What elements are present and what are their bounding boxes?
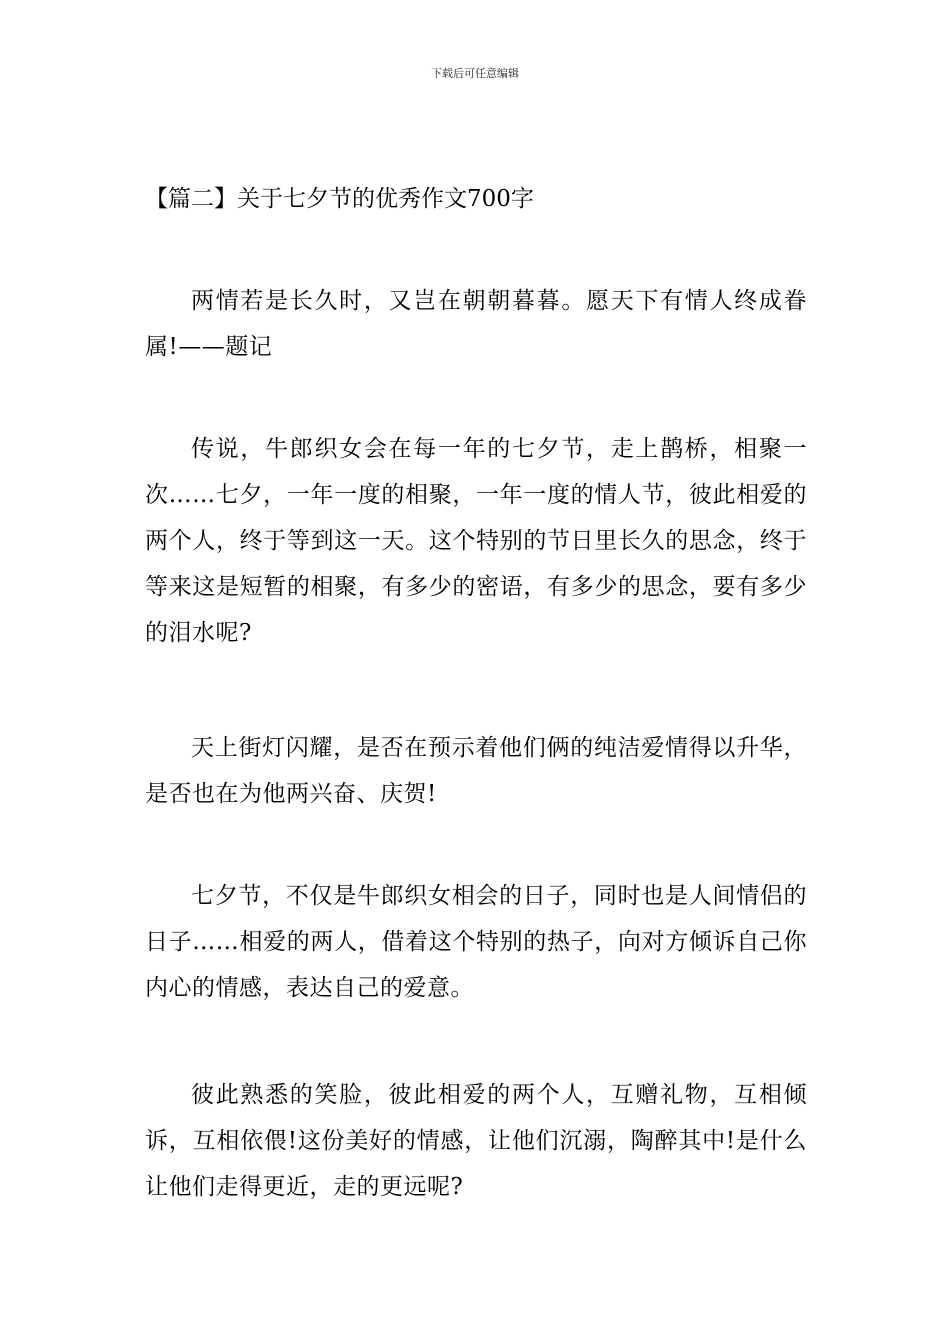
paragraph-street-lights: 天上街灯闪耀，是否在预示着他们俩的纯洁爱情得以升华，是否也在为他两兴奋、庆贺! bbox=[145, 735, 807, 807]
paragraph-legend: 传说，牛郎织女会在每一年的七夕节，走上鹊桥，相聚一次……七夕，一年一度的相聚，一年一度的情人节，彼此相爱的两个人，终于等到这一天。这个特别的节日里长久的思念，终于等来这是短暂的相聚，有多少的密语，有多少的思念，要有多少的泪水呢? bbox=[145, 436, 807, 646]
paragraph-qixi-festival: 七夕节，不仅是牛郎织女相会的日子，同时也是人间情侣的日子……相爱的两人，借着这个特别的热子，向对方倾诉自己你内心的情感，表达自己的爱意。 bbox=[145, 883, 807, 1001]
paragraph-familiar-smiles: 彼此熟悉的笑脸，彼此相爱的两个人，互赠礼物，互相倾诉，互相依偎!这份美好的情感，让他们沉溺，陶醉其中!是什么让他们走得更近，走的更远呢? bbox=[145, 1082, 807, 1200]
page-header-note: 下载后可任意编辑 bbox=[431, 67, 519, 80]
document-title: 【篇二】关于七夕节的优秀作文700字 bbox=[145, 186, 534, 212]
paragraph-epigraph: 两情若是长久时，又岂在朝朝暮暮。愿天下有情人终成眷属!——题记 bbox=[145, 288, 807, 360]
